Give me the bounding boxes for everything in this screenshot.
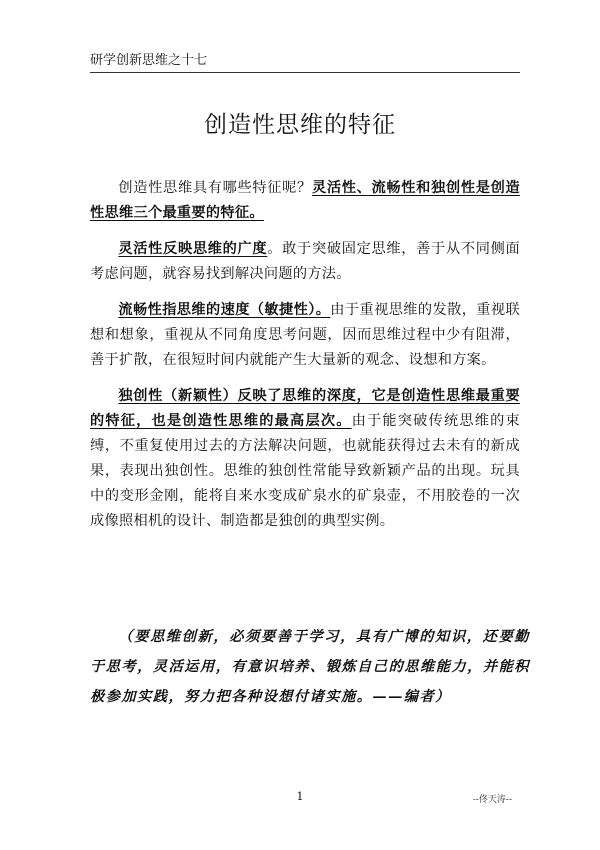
originality-emphasis: 独创性（新颖性）反映了思维的深度，它是创造性思维最重要的特征，也是创造性思维的最高层次。	[90, 388, 520, 429]
flexibility-emphasis: 灵活性反映思维的广度	[118, 241, 268, 257]
article-body	[90, 176, 520, 545]
fluency-emphasis: 流畅性指思维的速度（敏捷性）。	[118, 302, 331, 318]
intro-text: 创造性思维具有哪些特征呢？	[118, 180, 312, 196]
paragraph-flexibility	[90, 237, 520, 287]
intro-emphasis: 灵活性、流畅性和独创性是创造性思维三个最重要的特征。	[90, 180, 520, 221]
flexibility-text: 。敢于突破固定思维，善于从不同侧面考虑问题，就容易找到解决问题的方法。	[90, 241, 520, 282]
article-title: 创造性思维的特征	[204, 112, 396, 138]
footer-author: --佟天涛--	[472, 795, 512, 805]
fluency-text: 由于重视思维的发散，重视联想和想象，重视从不同角度思考问题，因而思维过程中少有阻滞，善于扩散，在很短时间内就能产生大量新的观念、设想和方案。	[90, 302, 520, 368]
page-number: 1	[296, 790, 304, 803]
paragraph-fluency	[90, 298, 520, 373]
originality-text: 由于能突破传统思维的束缚，不重复使用过去的方法解决问题，也就能获得过去未有的新成果，表现出独创性。思维的独创性常能导致新颖产品的出现。玩具中的变形金刚，能将自来水变成矿泉水的矿泉壶，不用胶卷的一次成像照相机的设计、制造都是独创的典型实例。	[90, 413, 520, 529]
series-header: 研学创新思维之十七	[90, 53, 520, 73]
paragraph-intro	[90, 176, 520, 226]
paragraph-originality	[90, 384, 520, 534]
editor-note: （要思维创新，必须要善于学习，具有广博的知识，还要勤于思考，灵活运用，有意识培养、锻炼自己的思维能力，并能积极参加实践，努力把各种设想付诸实施。——编者）	[90, 629, 530, 705]
